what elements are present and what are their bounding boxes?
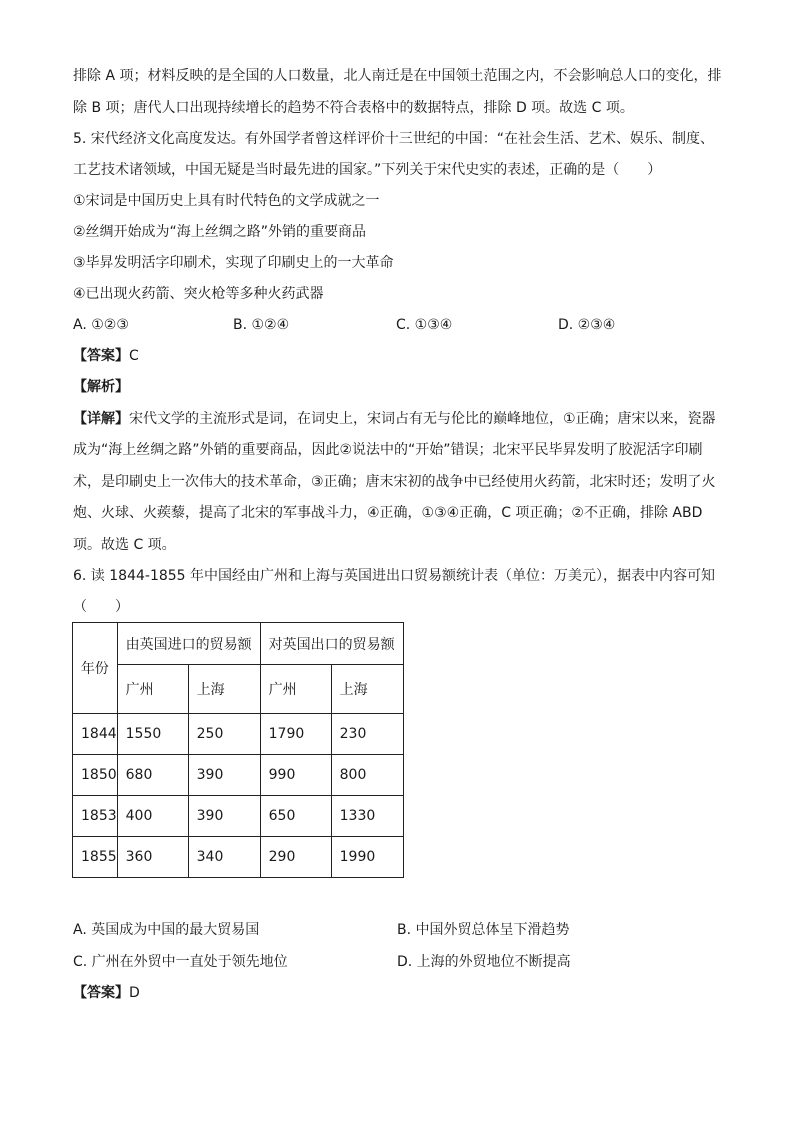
subheader-cell: 广州 [260,665,331,714]
option-a: A. 英国成为中国的最大贸易国 [73,922,260,938]
table-row [73,837,404,878]
value-cell: 400 [117,796,188,837]
question-stem: （ ） [73,599,129,615]
answer-line [73,983,140,1003]
value-cell: 800 [331,755,403,796]
value-cell: 990 [260,755,331,796]
statement-item: ①宋词是中国历史上具有时代特色的文学成就之一 [73,193,380,209]
value-cell: 390 [188,755,260,796]
option-b: B. 中国外贸总体呈下滑趋势 [397,922,570,938]
detail-line: 项。故选 C 项。 [73,537,176,553]
text-line: 排除 A 项；材料反映的是全国的人口数量，北人南迁是在中国领土范围之内，不会影响总人口的变化，排 [73,68,722,84]
value-cell: 390 [188,796,260,837]
trade-table [72,622,404,878]
detail-line: 成为“海上丝绸之路”外销的重要商品，因此②说法中的“开始”错误；北宋平民毕昇发明了胶泥活字印刷 [73,442,703,458]
value-cell: 250 [188,714,260,755]
value-cell: 1550 [117,714,188,755]
question-stem: 工艺技术诸领域，中国无疑是当时最先进的国家。”下列关于宋代史实的表述，正确的是（ ） [73,162,662,178]
value-cell: 650 [260,796,331,837]
analysis-label: 【解析】 [73,379,129,395]
statement-item: ④已出现火药箭、突火枪等多种火药武器 [73,286,324,302]
option-c: C. ①③④ [396,317,453,333]
option-a: A. ①②③ [73,317,129,333]
question-stem: 6. 读 1844-1855 年中国经由广州和上海与英国进出口贸易额统计表（单位：万美元），据表中内容可知 [73,568,716,584]
detail-label: 【详解】 [73,411,129,427]
value-cell: 680 [117,755,188,796]
table-row [73,796,404,837]
year-cell: 1855 [73,837,118,878]
answer-label: 【答案】 [73,348,129,364]
value-cell: 230 [331,714,403,755]
value-cell: 1990 [331,837,403,878]
detail-text: 宋代文学的主流形式是词，在词史上，宋词占有无与伦比的巅峰地位，①正确；唐宋以来，瓷器 [129,411,716,427]
subheader-cell: 上海 [188,665,260,714]
answer-line [73,346,139,366]
option-b: B. ①②④ [233,317,290,333]
value-cell: 360 [117,837,188,878]
value-cell: 340 [188,837,260,878]
table-row [73,755,404,796]
text-line: 除 B 项；唐代人口出现持续增长的趋势不符合表格中的数据特点，排除 D 项。故选 C 项。 [73,100,634,116]
detail-line: 术，是印刷史上一次伟大的技术革命，③正确；唐末宋初的战争中已经使用火药箭，北宋时还；发明了火 [73,474,716,490]
year-cell: 1850 [73,755,118,796]
header-import: 由英国进口的贸易额 [117,623,260,665]
value-cell: 290 [260,837,331,878]
subheader-cell: 上海 [331,665,403,714]
option-d: D. ②③④ [558,317,616,333]
year-cell: 1844 [73,714,118,755]
subheader-cell: 广州 [117,665,188,714]
answer-label: 【答案】 [73,985,129,1001]
value-cell: 1330 [331,796,403,837]
value-cell: 1790 [260,714,331,755]
statement-item: ②丝绸开始成为“海上丝绸之路”外销的重要商品 [73,224,367,240]
option-c: C. 广州在外贸中一直处于领先地位 [73,954,288,970]
detail-line: 炮、火球、火蒺藜，提高了北宋的军事战斗力，④正确，①③④正确，C 项正确；②不正确，排除 ABD [73,505,703,521]
detail-line [73,409,716,429]
table-row [73,714,404,755]
statement-item: ③毕昇发明活字印刷术，实现了印刷史上的一大革命 [73,255,394,271]
year-cell: 1853 [73,796,118,837]
option-d: D. 上海的外贸地位不断提高 [397,954,571,970]
answer-value: C [129,348,139,364]
header-year: 年份 [73,623,118,714]
question-stem: 5. 宋代经济文化高度发达。有外国学者曾这样评价十三世纪的中国：“在社会生活、艺术、娱乐、制度、 [73,131,715,147]
answer-value: D [129,985,140,1001]
header-export: 对英国出口的贸易额 [260,623,403,665]
